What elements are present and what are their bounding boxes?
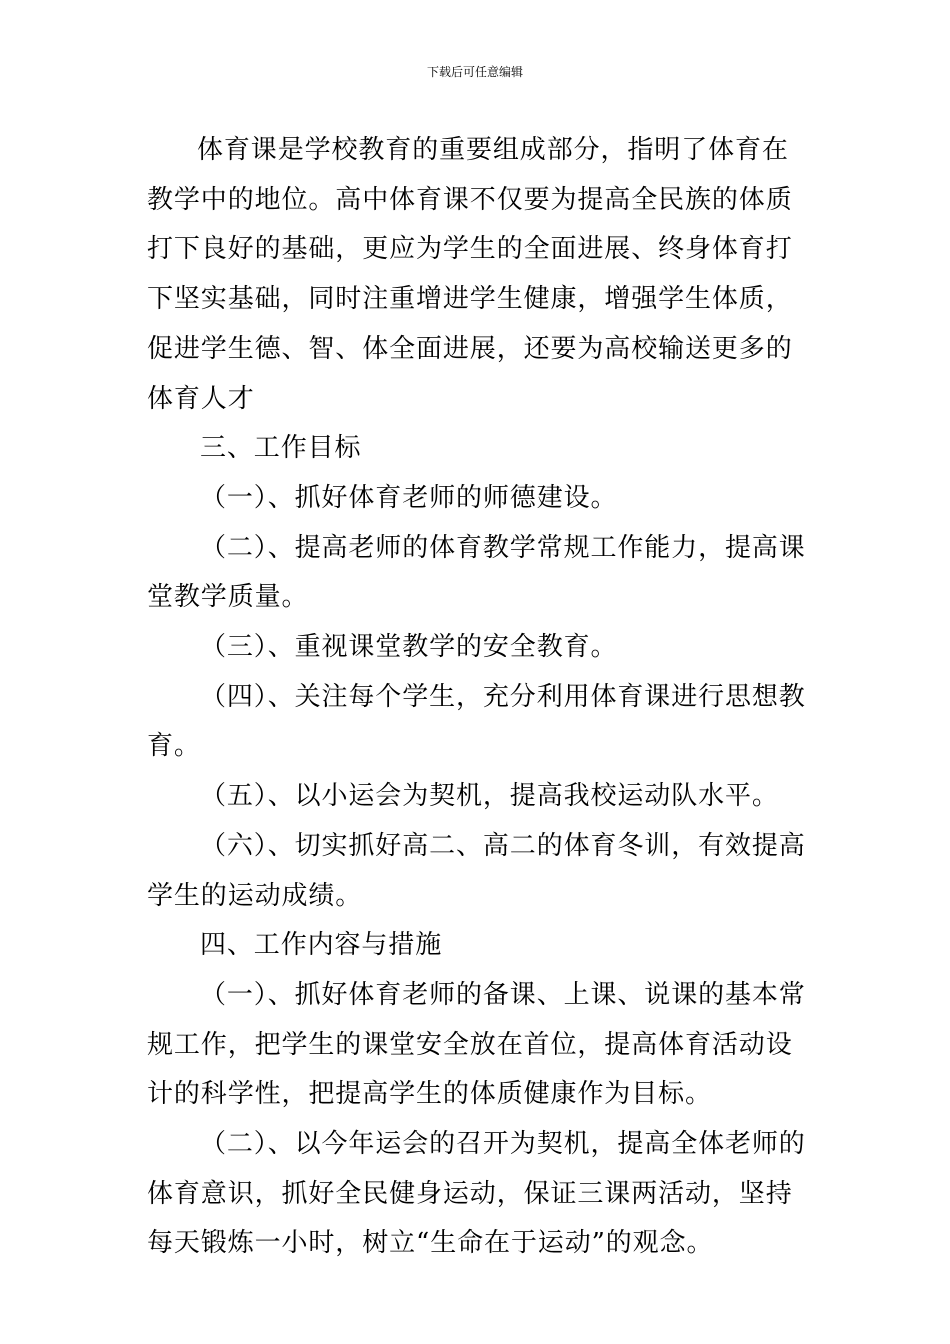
goal-item-4: （四）、关注每个学生，充分利用体育课进行思想教育。 [147,681,806,762]
goal-item-3: （三）、重视课堂教学的安全教育。 [200,632,618,663]
section-heading-goals: 三、工作目标 [200,433,362,464]
goal-item-5: （五）、以小运会为契机，提高我校运动队水平。 [200,781,779,812]
section-heading-measures: 四、工作内容与措施 [200,930,443,961]
measure-item-2: （二）、以今年运会的召开为契机，提高全体老师的体育意识，抓好全民健身运动，保证三课两活动，坚持每天锻炼一小时，树立“生命在于运动”的观念。 [147,1129,806,1259]
measure-item-1: （一）、抓好体育老师的备课、上课、说课的基本常规工作，把学生的课堂安全放在首位，提高体育活动设计的科学性，把提高学生的体质健康作为目标。 [147,979,806,1110]
document-body [147,126,807,1269]
page-header: 下载后可任意编辑 [426,65,523,79]
paragraph-intro: 体育课是学校教育的重要组成部分，指明了体育在教学中的地位。高中体育课不仅要为提高全民族的体质打下良好的基础，更应为学生的全面进展、终身体育打下坚实基础，同时注重增进学生健康，增强学生体质，促进学生德、智、体全面进展，还要为高校输送更多的体育人才 [147,135,793,414]
goal-item-2: （二）、提高老师的体育教学常规工作能力，提高课堂教学质量。 [147,532,806,613]
goal-item-6: （六）、切实抓好高二、高二的体育冬训，有效提高学生的运动成绩。 [147,830,806,911]
goal-item-1: （一）、抓好体育老师的师德建设。 [200,482,618,513]
